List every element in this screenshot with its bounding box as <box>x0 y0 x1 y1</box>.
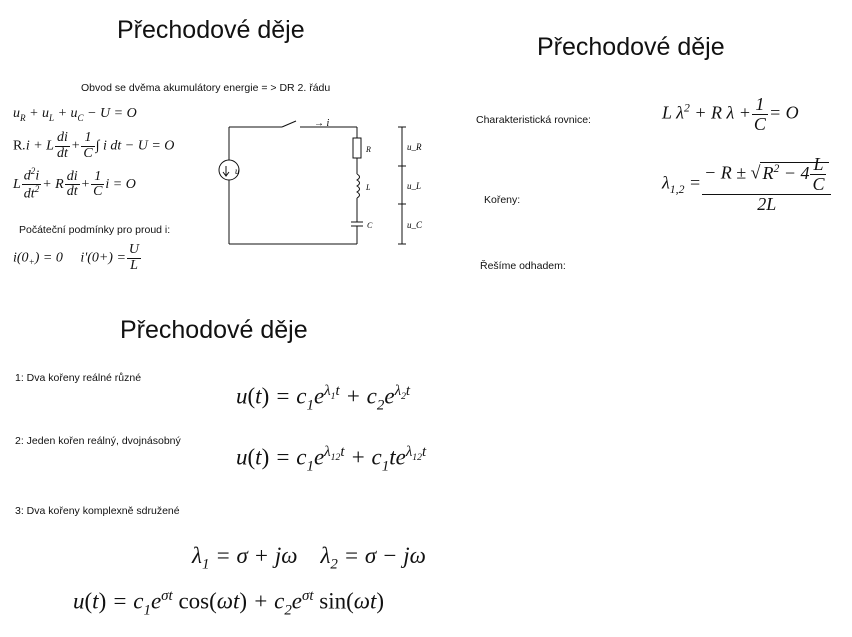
capacitor-label: C <box>367 221 373 230</box>
complex-roots-equation: $\lambda_1 = \sigma + j\omega$ $\lambda_2 = \sigma - j\omega$ <box>192 543 426 573</box>
slide1-title: Přechodové děje <box>117 16 305 44</box>
case1-equation: $u(t) = c_1e^{\lambda_1t} + c_2e^{\lambda_2t}$ <box>236 383 411 414</box>
case2-equation: $u(t) = c_1e^{\lambda_{12}t} + c_1te^{\lambda_{12}t}$ <box>236 444 427 475</box>
source-label: u <box>235 166 240 176</box>
slide3-title: Přechodové děje <box>120 316 308 344</box>
case3-label: 3: Dva kořeny komplexně sdružené <box>15 505 180 517</box>
roots-formula: $\lambda_{1,2}$ = − R ± √ $R^2 - 4$ $\frac{L}{C}$ 2L <box>662 155 832 214</box>
roots-label: Kořeny: <box>484 194 521 206</box>
kirchhoff-equation: $u_R + u_L + u_C - U = O$ <box>13 106 137 123</box>
integral-equation: R.i + L $\frac{di}{dt}$ + $\frac{1}{C}$ ∫ i dt − U = O <box>13 130 175 161</box>
characteristic-equation: L $\lambda^2 + R$ λ + $\frac{1}{C}$ = O <box>662 94 799 134</box>
initial-conditions-label: Počáteční podmínky pro proud i: <box>19 224 171 236</box>
slide1-subtitle: Obvod se dvěma akumulátory energie = > DR 2. řádu <box>81 82 331 94</box>
case1-label: 1: Dva kořeny reálné různé <box>15 372 142 384</box>
estimate-label: Řešíme odhadem: <box>480 260 566 272</box>
slide2-title: Přechodové děje <box>537 33 725 61</box>
uR-label: u_R <box>407 142 422 152</box>
uL-label: u_L <box>407 181 422 191</box>
char-eq-label: Charakteristická rovnice: <box>476 114 591 126</box>
case2-label: 2: Jeden kořen reálný, dvojnásobný <box>15 435 181 447</box>
uC-label: u_C <box>407 220 423 230</box>
differential-equation: L $\frac{d^2i}{dt^2}$ + R $\frac{di}{dt}$ + $\frac{1}{C}$ i = O <box>13 166 136 202</box>
case3-equation: $u(t) = c_1e^{\sigma t}$ $\cos(\omega t) + c_2e^{\sigma t}$ sin(ωt) <box>73 588 385 619</box>
current-label: → i <box>314 118 330 129</box>
initial-conditions-equation: $i(0_+) = 0$ i'(0+) = $\frac{U}{L}$ <box>13 242 140 273</box>
rlc-circuit-diagram <box>212 112 442 252</box>
inductor-label: L <box>366 183 371 192</box>
resistor-label: R <box>366 145 371 154</box>
